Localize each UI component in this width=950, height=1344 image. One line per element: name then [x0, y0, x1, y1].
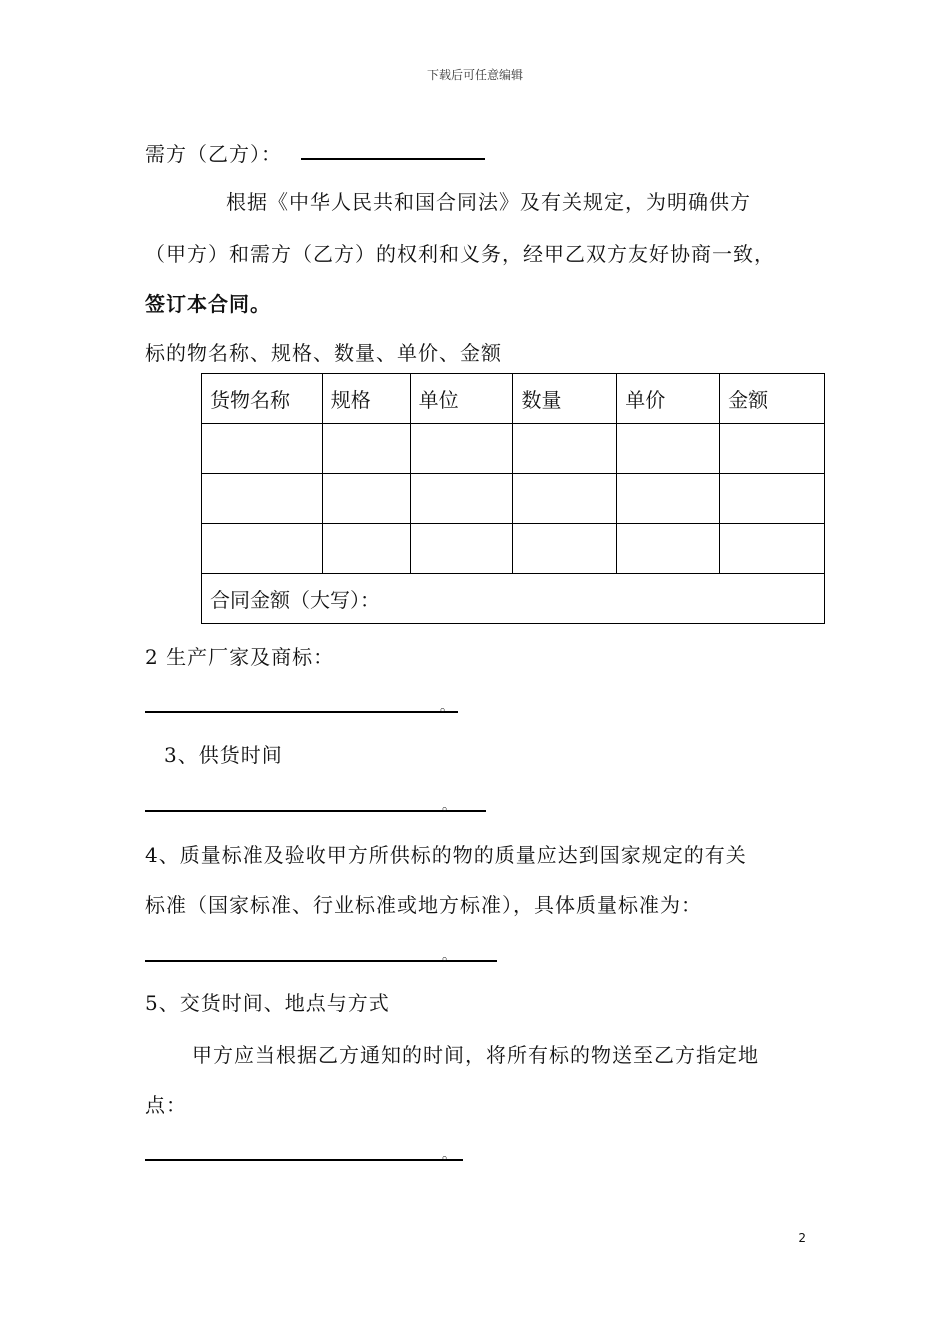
intro-line-3: 签订本合同。: [145, 292, 271, 316]
party-b-blank[interactable]: [301, 158, 485, 160]
section-4-line-1: 4、质量标准及验收甲方所供标的物的质量应达到国家规定的有关: [145, 843, 747, 867]
section-2-title: 2 生产厂家及商标：: [145, 645, 335, 669]
table-row: [202, 474, 825, 524]
page-number: 2: [798, 1231, 806, 1245]
table-cell[interactable]: [322, 524, 410, 574]
section-4-end-mark: 。: [442, 948, 456, 964]
section-5-line-2: 点：: [145, 1093, 187, 1117]
header-cell: 单价: [617, 374, 720, 424]
table-cell[interactable]: [513, 424, 617, 474]
section-3-end-mark: 。: [442, 798, 456, 814]
table-header-row: [202, 374, 825, 424]
party-b-label: 需方（乙方）：: [145, 142, 282, 166]
table-total-row: [202, 574, 825, 624]
table-cell[interactable]: [617, 424, 720, 474]
page-header: 下载后可任意编辑: [426, 68, 523, 82]
section-2-end-mark: 。: [440, 699, 454, 715]
table-cell[interactable]: [720, 424, 825, 474]
section-3-title: 3、供货时间: [164, 743, 283, 767]
intro-line-2: （甲方）和需方（乙方）的权利和义务，经甲乙双方友好协商一致，: [145, 242, 775, 266]
table-cell[interactable]: [720, 524, 825, 574]
table-cell[interactable]: [617, 474, 720, 524]
section-5-end-mark: 。: [442, 1147, 456, 1163]
contract-total-label[interactable]: 合同金额（大写）：: [202, 574, 825, 624]
table-cell[interactable]: [513, 474, 617, 524]
table-row: [202, 524, 825, 574]
header-cell: 金额: [720, 374, 825, 424]
table-cell[interactable]: [202, 474, 323, 524]
intro-line-1: 根据《中华人民共和国合同法》及有关规定，为明确供方: [226, 190, 751, 214]
table-cell[interactable]: [322, 424, 410, 474]
header-cell: 规格: [322, 374, 410, 424]
header-cell: 数量: [513, 374, 617, 424]
table-cell[interactable]: [720, 474, 825, 524]
table-cell[interactable]: [410, 424, 513, 474]
section-5-title: 5、交货时间、地点与方式: [145, 991, 390, 1015]
header-cell: 货物名称: [202, 374, 323, 424]
header-cell: 单位: [410, 374, 513, 424]
goods-table: [201, 373, 825, 624]
section-1-title: 标的物名称、规格、数量、单价、金额: [145, 341, 502, 365]
table-cell[interactable]: [513, 524, 617, 574]
table-cell[interactable]: [322, 474, 410, 524]
section-3-blank[interactable]: [145, 810, 486, 812]
table-cell[interactable]: [410, 524, 513, 574]
table-row: [202, 424, 825, 474]
section-2-blank[interactable]: [145, 711, 458, 713]
section-5-line-1: 甲方应当根据乙方通知的时间，将所有标的物送至乙方指定地: [192, 1043, 759, 1067]
section-5-blank[interactable]: [145, 1159, 463, 1161]
table-cell[interactable]: [617, 524, 720, 574]
section-4-line-2: 标准（国家标准、行业标准或地方标准），具体质量标准为：: [145, 893, 702, 917]
table-cell[interactable]: [202, 424, 323, 474]
table-cell[interactable]: [410, 474, 513, 524]
table-cell[interactable]: [202, 524, 323, 574]
